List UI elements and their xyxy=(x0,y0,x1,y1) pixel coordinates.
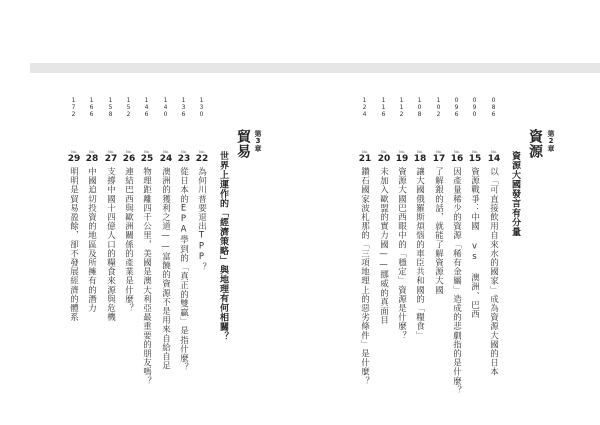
entry-number xyxy=(377,151,391,164)
entry-number-value: 22 xyxy=(195,153,209,164)
entry-number xyxy=(468,151,482,164)
toc-entry-title[interactable]: 資源大國巴西眼中的「穩定」資源是什麼？ xyxy=(396,167,407,340)
entry-number xyxy=(122,151,136,164)
entry-number-label: No. xyxy=(181,150,187,154)
entry-number xyxy=(195,151,209,164)
page-number: 090 xyxy=(471,97,478,118)
toc-entry-title[interactable]: 未加入歐盟的實力國——挪威的真面目 xyxy=(378,167,389,325)
toc-entry-title[interactable]: 物理距離四千公里，美國是澳大利亞最重要的朋友嗎？ xyxy=(141,167,152,386)
entry-number-label: No. xyxy=(163,150,169,154)
entry-number-label: No. xyxy=(89,150,95,154)
chapter-3-title: 貿易 xyxy=(235,129,251,159)
entry-number-value: 19 xyxy=(395,153,409,164)
toc-entry-title[interactable]: 了解銀的話，就能了解資源大國 xyxy=(433,167,444,295)
entry-number-value: 28 xyxy=(85,153,99,164)
toc-entry-title[interactable]: 讓大國俄羅斯煩惱的車臣共和國的「糧食」 xyxy=(414,167,425,340)
entry-number xyxy=(487,151,501,164)
entry-number-value: 26 xyxy=(122,153,136,164)
chapter-3-number: 第3章 xyxy=(254,130,262,152)
page-number: 096 xyxy=(453,97,460,118)
entry-number-value: 14 xyxy=(487,153,501,164)
entry-number xyxy=(104,151,118,164)
page-number: 172 xyxy=(70,97,77,118)
toc-entry-title[interactable]: 支撐中國十四億人口的糧食來源與危機 xyxy=(105,167,116,322)
entry-number xyxy=(450,151,464,164)
entry-number-value: 23 xyxy=(177,153,191,164)
entry-number xyxy=(85,151,99,164)
entry-number-value: 17 xyxy=(432,153,446,164)
entry-number-label: No. xyxy=(436,150,442,154)
entry-number-label: No. xyxy=(126,150,132,154)
toc-entry-title[interactable]: 明明是貿易盈餘，卻不發展經濟的體系 xyxy=(68,167,79,322)
entry-number-value: 18 xyxy=(413,153,427,164)
entry-number-label: No. xyxy=(472,150,478,154)
entry-number-label: No. xyxy=(362,150,368,154)
chapter-2-subtitle: 資源大國發言有分量 xyxy=(510,151,520,237)
entry-number-label: No. xyxy=(399,150,405,154)
entry-number xyxy=(67,151,81,164)
page-number: 112 xyxy=(398,97,405,118)
page-number: 158 xyxy=(107,97,114,118)
entry-number-value: 27 xyxy=(104,153,118,164)
toc-entry-title[interactable]: 連結巴西與歐洲關係的產業是什麼？ xyxy=(123,167,134,313)
entry-number xyxy=(395,151,409,164)
entry-number xyxy=(159,151,173,164)
entry-number-label: No. xyxy=(71,150,77,154)
toc-entry-title[interactable]: 從日本的EPA學到的「真正的雙贏」是指什麼？ xyxy=(178,167,189,372)
page-number: 152 xyxy=(125,97,132,118)
top-gray-bar xyxy=(30,63,600,73)
page-number: 108 xyxy=(416,97,423,118)
page-number: 116 xyxy=(380,97,387,118)
toc-entry-title[interactable]: 因產量稀少的資源「稀有金屬」造成的悲劇指的是什麼？ xyxy=(451,167,462,395)
page-number: 166 xyxy=(88,97,95,118)
page-number: 086 xyxy=(490,97,497,118)
entry-number xyxy=(140,151,154,164)
entry-number xyxy=(413,151,427,164)
page-number: 124 xyxy=(361,97,368,118)
entry-number xyxy=(358,151,372,164)
page-number: 136 xyxy=(180,97,187,118)
toc-entry-title[interactable]: 鑽石國家波札那的「三項地理上的惡劣條件」是什麼？ xyxy=(359,167,370,386)
page-number: 102 xyxy=(435,97,442,118)
entry-number-value: 20 xyxy=(377,153,391,164)
toc-entry-title[interactable]: 以「可直接飲用自來水的國家」成為資源大國的日本 xyxy=(488,167,499,377)
entry-number-label: No. xyxy=(199,150,205,154)
page-number: 130 xyxy=(198,97,205,118)
toc-entry-title[interactable]: 為何川普要退出TPP？ xyxy=(196,167,207,272)
entry-number-label: No. xyxy=(454,150,460,154)
entry-number-label: No. xyxy=(108,150,114,154)
entry-number xyxy=(177,151,191,164)
entry-number-value: 29 xyxy=(67,153,81,164)
entry-number-value: 15 xyxy=(468,153,482,164)
entry-number-value: 25 xyxy=(140,153,154,164)
chapter-2-number: 第2章 xyxy=(547,130,555,152)
toc-entry-title[interactable]: 澳洲的獲利之道——富饒的資源不是用來自給自足 xyxy=(160,167,171,371)
entry-number-label: No. xyxy=(491,150,497,154)
chapter-3-subtitle: 世界上運作的「經濟策略」與地理有何相關？ xyxy=(218,151,228,341)
chapter-2-title: 資源 xyxy=(527,129,543,159)
entry-number-value: 24 xyxy=(159,153,173,164)
toc-entry-title[interactable]: 中國迫切投資的地區及所擁有的潛力 xyxy=(86,167,97,313)
toc-entry-title[interactable]: 資源戰爭：中國 vs 澳洲、巴西 xyxy=(469,167,480,319)
entry-number-label: No. xyxy=(417,150,423,154)
page-number: 146 xyxy=(143,97,150,118)
entry-number-value: 16 xyxy=(450,153,464,164)
page-number: 140 xyxy=(162,97,169,118)
entry-number-label: No. xyxy=(381,150,387,154)
entry-number-value: 21 xyxy=(358,153,372,164)
entry-number-label: No. xyxy=(144,150,150,154)
entry-number xyxy=(432,151,446,164)
